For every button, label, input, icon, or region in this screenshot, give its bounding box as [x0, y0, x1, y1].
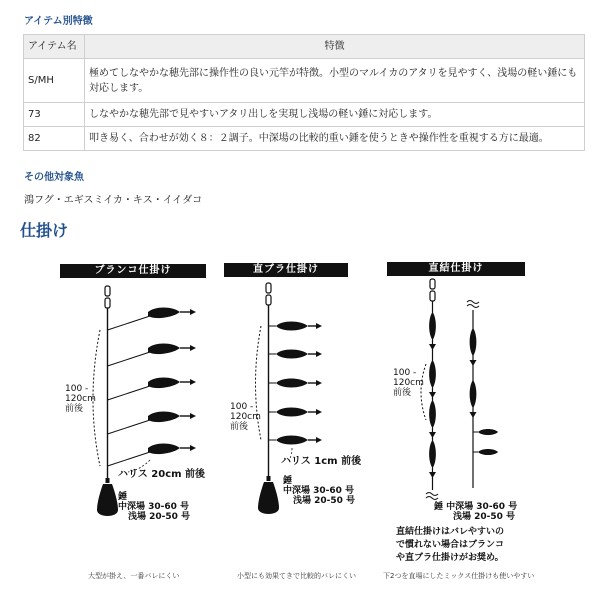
branko-harisu-label: ハリス 20cm 前後 [118, 469, 206, 480]
chokubura-length-label: 100 - 120cm 前後 [230, 402, 261, 432]
row-name: 82 [24, 127, 85, 151]
banner-chokketsu: 直結仕掛け [387, 262, 525, 276]
other-species-text: 鴻フグ・エギスミイカ・キス・イイダコ [24, 195, 203, 206]
header-item-name: アイテム名 [24, 35, 85, 59]
row-name: S/MH [24, 59, 85, 103]
squid-jig-icon [108, 378, 197, 401]
sinker-icon [258, 476, 279, 514]
banner-chokubura: 直ブラ仕掛け [224, 263, 348, 277]
banner-branko: ブランコ仕掛け [60, 264, 206, 278]
squid-jig-icon [108, 308, 197, 331]
squid-jig-icon [269, 350, 323, 359]
row-feature: 極めてしなやかな穂先部に操作性の良い元竿が特徴。小型のマルイカのアタリを見やすく、浅場の軽い錘にも対応します。 [85, 59, 585, 103]
squid-jig-icon [470, 328, 477, 366]
other-species-title: その他対象魚 [24, 172, 84, 183]
squid-jig-icon [473, 429, 498, 435]
chokketsu-note: 直結仕掛けはバレやすいの で慣れない場合はブランコ や直ブラ仕掛けがお奨め。 [396, 527, 505, 563]
squid-jig-icon [269, 436, 323, 445]
chokketsu-sinker-label: 錘 中深場 30-60 号 浅場 20-50 号 [434, 502, 518, 522]
swivel-icon [105, 286, 110, 308]
branko-sinker-label: 錘 中深場 30-60 号 浅場 20-50 号 [118, 492, 191, 522]
squid-jig-icon [429, 400, 436, 438]
squid-jig-icon [108, 412, 197, 435]
squid-jig-icon [108, 344, 197, 367]
swivel-icon [430, 279, 435, 301]
squid-jig-icon [473, 449, 498, 455]
squid-jig-icon [429, 312, 436, 350]
chokubura-sinker-label: 錘 中深場 30-60 号 浅場 20-50 号 [283, 476, 356, 506]
squid-jig-icon [108, 444, 197, 467]
sinker-icon [97, 478, 118, 516]
chokubura-caption: 小型にも効果てきで比較的バレにくい [237, 572, 356, 580]
item-features-title: アイテム別特徴 [24, 16, 93, 27]
branko-caption: 大型が掛え、一番バレにくい [88, 572, 180, 580]
header-feature: 特徴 [85, 35, 585, 59]
squid-jig-icon [429, 440, 436, 478]
chokketsu-caption: 下2つを直場にしたミックス仕掛けも使いやすい [383, 572, 535, 580]
branko-rig [93, 286, 196, 516]
branko-length-label: 100 - 120cm 前後 [65, 384, 96, 414]
squid-jig-icon [269, 408, 323, 417]
chokketsu-length-label: 100 - 120cm 前後 [393, 368, 424, 398]
swivel-icon [266, 283, 271, 305]
row-feature: 叩き易く、合わせが効く８：２調子。中深場の比較的重い錘を使うときや操作性を重視する方に最適。 [85, 127, 585, 151]
chokubura-harisu-label: ハリス 1cm 前後 [281, 456, 362, 467]
row-feature: しなやかな穂先部で見やすいアタリ出しを実現し浅場の軽い錘に対応します。 [85, 103, 585, 127]
row-name: 73 [24, 103, 85, 127]
squid-jig-icon [269, 379, 323, 388]
rigging-title: 仕掛け [20, 221, 69, 240]
squid-jig-icon [470, 380, 477, 418]
squid-jig-icon [269, 322, 323, 331]
